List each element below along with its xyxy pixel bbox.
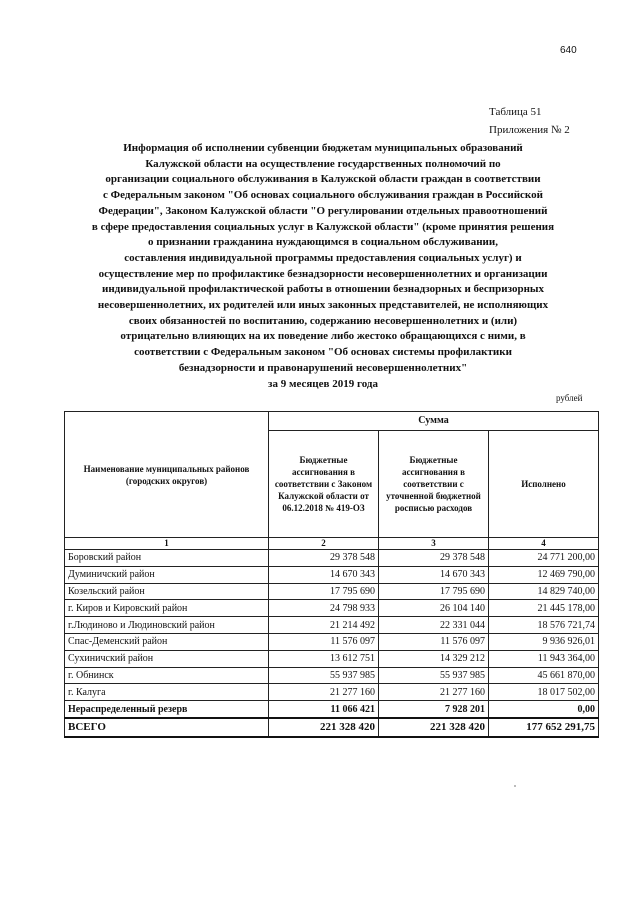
executed-header: Исполнено [489,431,599,538]
law-allocation: 14 670 343 [269,566,379,583]
district-name: Сухиничский район [65,650,269,667]
title-line: своих обязанностей по воспитанию, содержанию несовершеннолетних и (или) [128,314,518,327]
reserve-row [65,701,599,718]
title-line: индивидуальной профилактической работы в отношении безнадзорных и беспризорных [102,283,544,296]
district-name: Боровский район [65,550,269,567]
title-line: составления индивидуальной программы предоставления социальных услуг) и [124,251,522,264]
district-name: Спас-Деменский район [65,633,269,650]
executed-amount: 18 576 721,74 [489,617,599,634]
title-line: Информация об исполнении субвенции бюджетам муниципальных образований [123,142,523,154]
appendix-label: Приложения № 2 [489,124,570,136]
law-allocation: 24 798 933 [269,600,379,617]
column-index-row [65,538,599,550]
revised-allocation: 55 937 985 [379,667,489,684]
law-allocation: 55 937 985 [269,667,379,684]
title-line: в сфере предоставления социальных услуг в Калужской области" (кроме принятия решения [91,220,555,233]
executed-amount: 24 771 200,00 [489,550,599,567]
revised-allocation: 29 378 548 [379,550,489,567]
title-line: осуществление мер по профилактике безнадзорности несовершеннолетних и организации [98,267,548,280]
revised-allocation: 14 670 343 [379,566,489,583]
revised-allocation: 17 795 690 [379,583,489,600]
title-line: отрицательно влияющих на их поведение либо жестоко обращающихся с ними, в [120,330,526,343]
subvention-table [64,411,599,738]
revised-allocation-header: Бюджетные ассигнования в соответствии с уточненной бюджетной росписью расходов [379,431,489,538]
executed-amount: 45 661 870,00 [489,667,599,684]
column-index: 1 [65,538,269,550]
column-index: 3 [379,538,489,550]
table-label: Таблица 51 [489,106,542,118]
title-line: за 9 месяцев 2019 года [268,377,378,390]
law-allocation: 11 576 097 [269,633,379,650]
reserve-label: Нераспределенный резерв [65,701,269,718]
title-line: Калужской области на осуществление государственных полномочий по [145,157,501,170]
total-label: ВСЕГО [65,718,269,737]
title-line: с Федеральным законом "Об основах социального обслуживания граждан в Российской [103,189,543,202]
column-index: 4 [489,538,599,550]
total-revised-allocation: 221 328 420 [379,718,489,737]
total-law-allocation: 221 328 420 [269,718,379,737]
revised-allocation: 11 576 097 [379,633,489,650]
document-title [58,141,588,392]
revised-allocation: 22 331 044 [379,617,489,634]
law-allocation: 29 378 548 [269,550,379,567]
table-row [65,650,599,667]
law-allocation: 13 612 751 [269,650,379,667]
total-executed-amount: 177 652 291,75 [489,718,599,737]
executed-amount: 9 936 926,01 [489,633,599,650]
executed-amount: 11 943 364,00 [489,650,599,667]
table-row [65,667,599,684]
scan-speck [514,785,516,787]
header-row [65,412,599,431]
total-row [65,718,599,737]
column-index: 2 [269,538,379,550]
district-name: Думиничский район [65,566,269,583]
district-name: Козельский район [65,583,269,600]
law-allocation-header: Бюджетные ассигнования в соответствии с Законом Калужской области от 06.12.2018 № 419-ОЗ [269,431,379,538]
executed-amount: 18 017 502,00 [489,684,599,701]
reserve-revised-allocation: 7 928 201 [379,701,489,718]
executed-amount: 21 445 178,00 [489,600,599,617]
law-allocation: 17 795 690 [269,583,379,600]
table-row [65,617,599,634]
title-line: о признании гражданина нуждающимся в социальном обслуживании, [148,236,498,249]
reserve-law-allocation: 11 066 421 [269,701,379,718]
law-allocation: 21 277 160 [269,684,379,701]
page-number: 640 [560,45,577,56]
title-line: несовершеннолетних, их родителей или иных законных представителей, не исполняющих [97,299,549,312]
table-row [65,550,599,567]
title-line: Федерации", Законом Калужской области "О регулировании отдельных правоотношений [98,204,548,217]
title-line: организации социального обслуживания в Калужской области граждан в соответствии [105,173,541,186]
table-row [65,684,599,701]
executed-amount: 14 829 740,00 [489,583,599,600]
currency-note: рублей [556,393,583,403]
name-column-header: Наименование муниципальных районов (городских округов) [65,412,269,538]
table-row [65,566,599,583]
sum-column-header: Сумма [269,412,599,431]
district-name: г. Калуга [65,684,269,701]
revised-allocation: 14 329 212 [379,650,489,667]
district-name: г.Людиново и Людиновский район [65,617,269,634]
reserve-executed-amount: 0,00 [489,701,599,718]
district-name: г. Обнинск [65,667,269,684]
executed-amount: 12 469 790,00 [489,566,599,583]
table-row [65,583,599,600]
table-row [65,600,599,617]
revised-allocation: 26 104 140 [379,600,489,617]
revised-allocation: 21 277 160 [379,684,489,701]
title-line: соответствии с Федеральным законом "Об основах системы профилактики [134,346,512,359]
district-name: г. Киров и Кировский район [65,600,269,617]
title-line: безнадзорности и правонарушений несовершеннолетних" [178,361,468,374]
table-row [65,633,599,650]
law-allocation: 21 214 492 [269,617,379,634]
